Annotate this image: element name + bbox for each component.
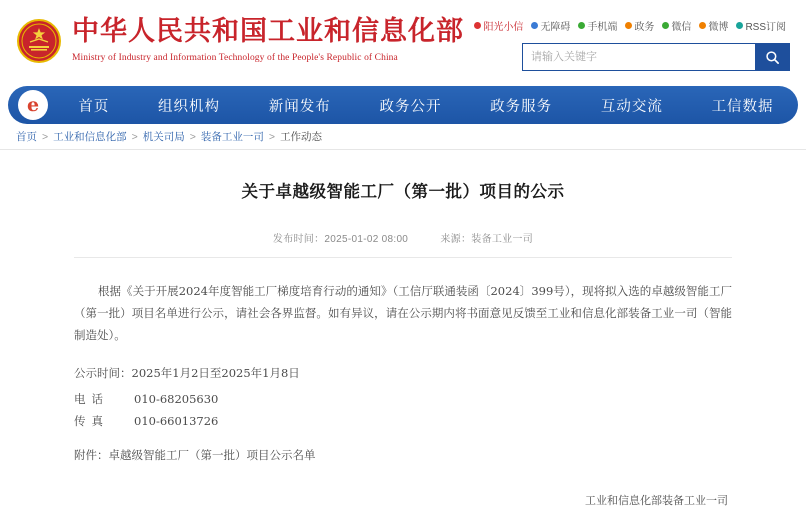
rss-icon (736, 22, 743, 29)
nav-logo-icon (18, 90, 48, 120)
nav-logo-text: e (26, 93, 40, 116)
breadcrumb-item-0[interactable]: 首页 (16, 131, 37, 143)
top-link-label: 阳光小信 (483, 22, 524, 33)
nav-item-services[interactable]: 政务服务 (490, 98, 553, 115)
article-paragraph: 根据《关于开展2024年度智能工厂梯度培育行动的通知》（工信厅联通装函〔2024〕399号），现将拟入选的卓越级智能工厂（第一批）项目名单进行公示，请社会各界监督。如有异议，请在公示期内将书面意见反馈至工业和信息化部装备工业一司（智能制造处）。 (74, 284, 732, 342)
publish-time: 2025-01-02 08:00 (324, 234, 409, 245)
breadcrumb-separator: > (268, 130, 276, 143)
article-container (0, 150, 806, 508)
nav-item-interaction[interactable]: 互动交流 (600, 98, 663, 115)
contact-phone-value: 010-68205630 (134, 392, 219, 406)
publish-label: 发布时间： (272, 234, 325, 245)
main-nav (8, 86, 798, 124)
breadcrumb-item-2[interactable]: 机关司局 (142, 131, 185, 143)
paragraph-gap (74, 350, 732, 362)
article-body (74, 258, 732, 466)
top-link-label: 政务 (634, 22, 655, 33)
top-link-5[interactable] (695, 18, 732, 33)
attachment-link[interactable]: 附件：卓越级智能工厂（第一批）项目公示名单 (74, 448, 316, 462)
contact-fax-label: 传真 (74, 414, 109, 428)
source-label: 来源： (440, 234, 472, 245)
top-link-label: 微博 (708, 22, 729, 33)
contact-phone-row (74, 388, 732, 410)
source-value: 装备工业一司 (471, 234, 534, 245)
weibo-icon (699, 22, 706, 29)
header-utilities (483, 12, 790, 71)
page-title: 关于卓越级智能工厂（第一批）项目的公示 (241, 182, 565, 201)
nav-item-government-affairs[interactable]: 政务公开 (379, 98, 442, 115)
top-link-0[interactable] (470, 18, 527, 33)
breadcrumb (0, 124, 806, 150)
search-icon (765, 50, 780, 65)
top-link-label: 无障碍 (540, 22, 571, 33)
search-bar (522, 43, 790, 71)
nav-list (54, 95, 798, 116)
breadcrumb-item-3[interactable]: 装备工业一司 (200, 131, 264, 143)
contact-fax-value: 010-66013726 (134, 414, 219, 428)
sun-icon (474, 22, 481, 29)
breadcrumb-separator: > (131, 130, 138, 143)
wechat-icon (662, 22, 669, 29)
top-link-1[interactable] (527, 18, 574, 33)
breadcrumb-separator: > (189, 130, 196, 143)
site-header (0, 0, 806, 86)
mobile-icon (578, 22, 585, 29)
contact-fax-row (74, 410, 732, 432)
top-link-label: RSS订阅 (745, 22, 786, 33)
contact-phone-label: 电话 (74, 392, 109, 406)
top-link-6[interactable] (732, 18, 790, 33)
site-title-cn: 中华人民共和国工业和信息化部 (72, 16, 464, 47)
top-link-label: 微信 (671, 22, 692, 33)
notice-period: 公示时间：2025年1月2日至2025年1月8日 (74, 366, 300, 380)
top-link-2[interactable] (574, 18, 621, 33)
nav-item-data[interactable]: 工信数据 (711, 98, 774, 115)
breadcrumb-item-1[interactable]: 工业和信息化部 (53, 131, 127, 143)
breadcrumb-separator: > (42, 130, 49, 143)
site-title-en: Ministry of Industry and Information Technology of the People's Republic of China (72, 53, 398, 63)
article-meta (74, 202, 732, 245)
nav-item-home[interactable]: 首页 (78, 98, 110, 115)
top-link-label: 手机端 (587, 22, 618, 33)
top-link-3[interactable] (621, 18, 658, 33)
article-signature: 工业和信息化部装备工业一司 (585, 494, 728, 507)
top-link-4[interactable] (658, 18, 695, 33)
top-links (483, 18, 790, 33)
site-title-block (72, 12, 464, 63)
search-button[interactable] (755, 44, 789, 70)
nav-item-organization[interactable]: 组织机构 (158, 98, 221, 115)
national-emblem-icon (16, 18, 62, 64)
breadcrumb-item-current: 工作动态 (280, 131, 323, 143)
nav-item-news[interactable]: 新闻发布 (268, 98, 331, 115)
government-icon (625, 22, 632, 29)
search-input[interactable] (523, 44, 755, 70)
paragraph-gap (74, 432, 732, 444)
accessibility-icon (531, 22, 538, 29)
